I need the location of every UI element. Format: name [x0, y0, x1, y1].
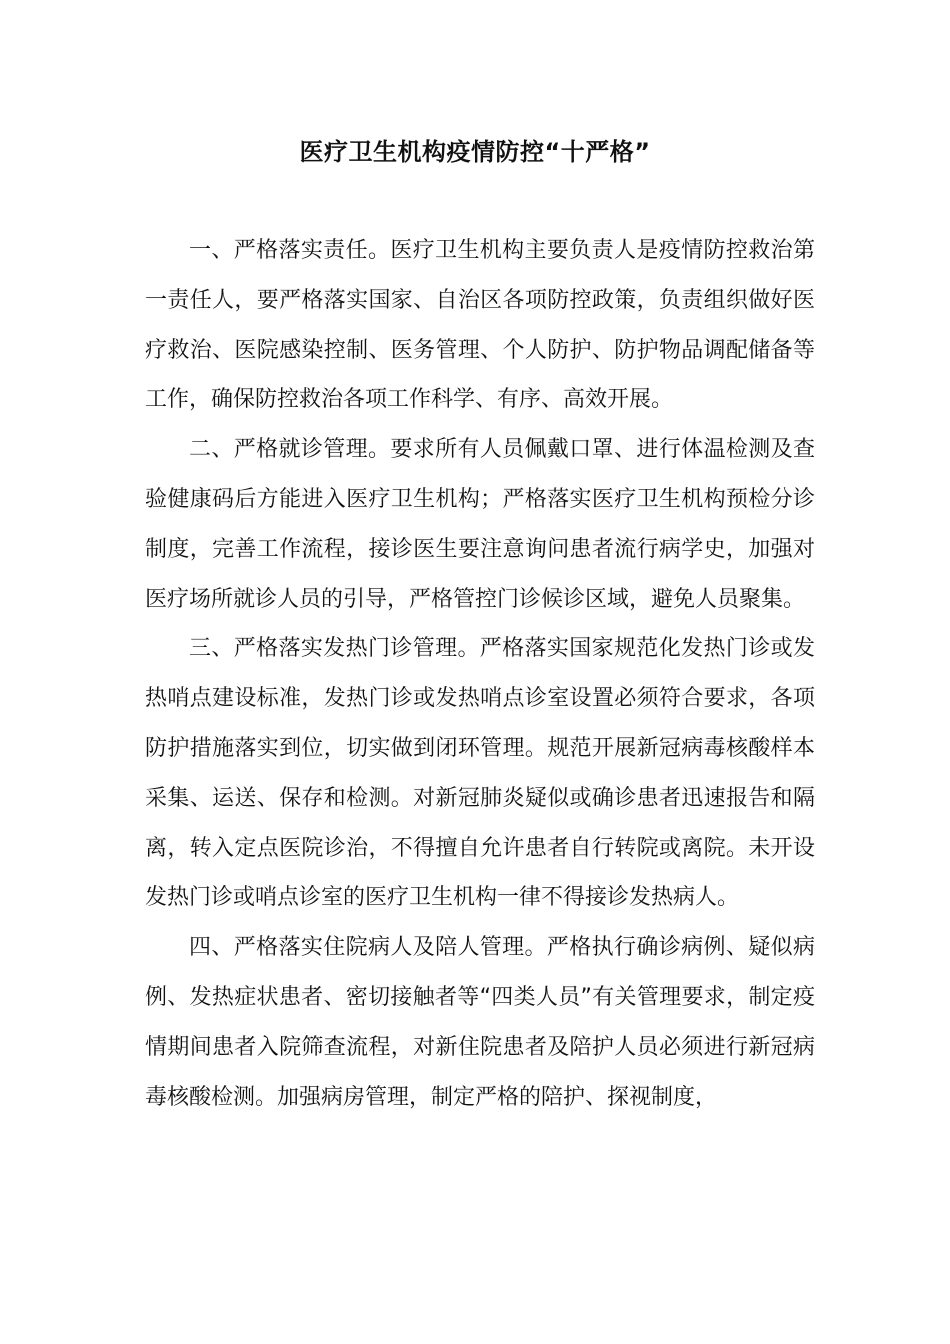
paragraph-3: 三、严格落实发热门诊管理。严格落实国家规范化发热门诊或发热哨点建设标准，发热门诊或发热哨点诊室设置必须符合要求，各项防护措施落实到位，切实做到闭环管理。规范开展新冠病毒核酸样本采集、运送、保存和检测。对新冠肺炎疑似或确诊患者迅速报告和隔离，转入定点医院诊治，不得擅自允许患者自行转院或离院。未开设发热门诊或哨点诊室的医疗卫生机构一律不得接诊发热病人。 — [145, 636, 815, 911]
document-body — [145, 226, 815, 1122]
document-title: 医疗卫生机构疫情防控“十严格” — [299, 138, 651, 166]
paragraph-4: 四、严格落实住院病人及陪人管理。严格执行确诊病例、疑似病例、发热症状患者、密切接触者等“四类人员”有关管理要求，制定疫情期间患者入院筛查流程，对新住院患者及陪护人员必须进行新冠病毒核酸检测。加强病房管理，制定严格的陪护、探视制度， — [145, 935, 815, 1110]
paragraph-1: 一、严格落实责任。医疗卫生机构主要负责人是疫情防控救治第一责任人，要严格落实国家、自治区各项防控政策，负责组织做好医疗救治、医院感染控制、医务管理、个人防护、防护物品调配储备等工作，确保防控救治各项工作科学、有序、高效开展。 — [145, 238, 815, 413]
paragraph-2: 二、严格就诊管理。要求所有人员佩戴口罩、进行体温检测及查验健康码后方能进入医疗卫生机构；严格落实医疗卫生机构预检分诊制度，完善工作流程，接诊医生要注意询问患者流行病学史，加强对医疗场所就诊人员的引导，严格管控门诊候诊区域，避免人员聚集。 — [145, 437, 815, 612]
